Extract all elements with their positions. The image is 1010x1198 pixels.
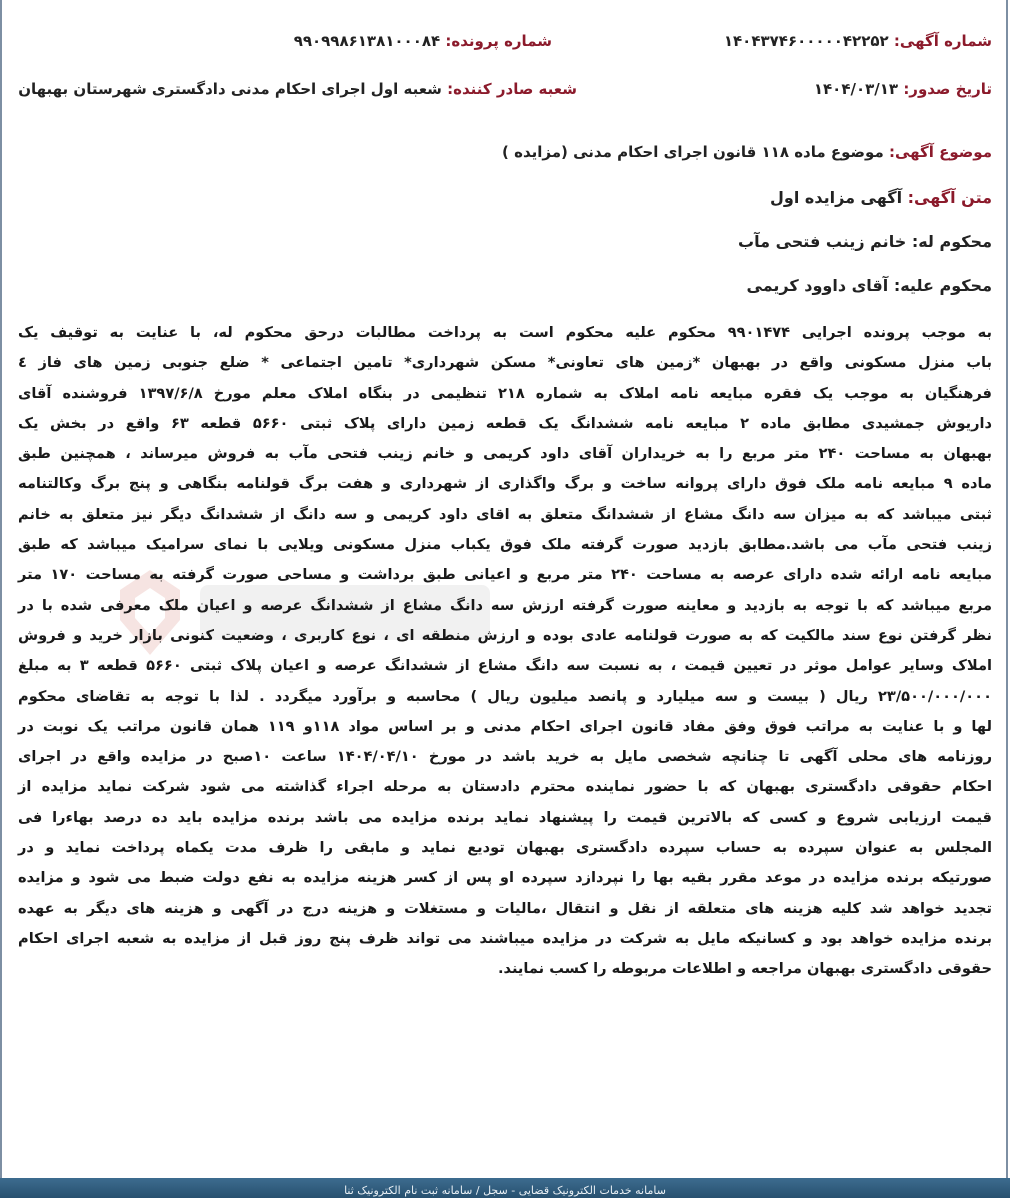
case-number	[294, 32, 552, 50]
case-number-label: شماره پرونده:	[445, 32, 552, 50]
body-line: زینب فتحی مآب می باشد.مطابق بازدید صورت گرفته ملک فوق یکباب منزل مسکونی ویلایی با نمای سرامیک میباشد که طبق	[18, 536, 992, 554]
body-line: داریوش جمشیدی مطابق ماده ۲ مبایعه نامه ششدانگ یک قطعه زمین دارای پلاک ثبتی ۵۶۶۰ قطعه ۶۳ واقع در بخش یک	[18, 414, 992, 432]
body-line: صورتیکه برنده مزایده در موعد مقرر بقیه بها را نپردازد سپرده او پس از کسر هزینه مزایده به نفع دولت ضبط می شود و مزایده	[18, 869, 992, 887]
footer-bar: سامانه خدمات الکترونیک قضایی - سجل / سامانه ثبت نام الکترونیک ثنا	[0, 1178, 1010, 1198]
body-line: المجلس به عنوان سپرده به حساب سپرده دادگستری بهبهان تودیع نماید و مابقی را ظرف مدت یکماه پرداخت نماید و در	[18, 839, 992, 857]
issuer-value: شعبه اول اجرای احکام مدنی دادگستری شهرستان بهبهان	[18, 80, 442, 98]
body-line: نظر گرفتن نوع سند مالکیت که به صورت قولنامه عادی بوده و ارزش منطقه ای ، نوع کاربری ، وضعیت کنونی بازار خرید و فروش	[18, 626, 992, 644]
issuer-label: شعبه صادر کننده:	[447, 80, 577, 98]
body-line: به موجب پرونده اجرایی ۹۹۰۱۴۷۴ محکوم علیه محکوم است به پرداخت مطالبات درحق محکوم له، با عنایت به توقیف یک	[18, 324, 992, 341]
issuer	[18, 80, 577, 98]
body-line: فرهنگیان به موجب یک فقره مبایعه نامه املاک به شماره ۲۱۸ تنظیمی در بنگاه املاک معلم مورخ ۱۳۹۷/۶/۸ فروشنده آقای	[18, 384, 992, 402]
defendant-label: محکوم علیه:	[893, 276, 992, 295]
notice-text-title-value: آگهی مزایده اول	[770, 188, 903, 207]
notice-number-label: شماره آگهی:	[893, 32, 992, 50]
body-line: احکام حقوقی دادگستری بهبهان که با حضور نماینده محترم دادستان به مرحله اجراء گذاشته می شود شرکت نماید مزایده از	[18, 778, 992, 796]
body-line: ۲۳/۵۰۰/۰۰۰/۰۰۰ ریال ( بیست و سه میلیارد و پانصد میلیون ریال ) محاسبه و برآورد میگردد . لذا با توجه به تقاضای محکوم	[18, 687, 992, 705]
body-line: روزنامه های محلی آگهی تا چنانچه شخصی مایل به خرید باشد در مورخ ۱۴۰۴/۰۴/۱۰ ساعت ۱۰صبح در مزایده واقع در اجرای	[18, 748, 992, 766]
body-line: قیمت ارزیابی شروع و کسی که بالاترین قیمت را پیشنهاد نماید برنده مزایده می باشد برنده مزایده باید ده درصد بهاءرا فی	[18, 808, 992, 826]
defendant-value: آقای داوود کریمی	[746, 276, 889, 295]
body-line: لها و با عنایت به مراتب فوق وفق مفاد قانون اجرای احکام مدنی و بر اساس مواد ۱۱۸و ۱۱۹ همان قانون مراتب یک نوبت در	[18, 717, 992, 735]
body-line: ثبتی میباشد که به میزان سه دانگ مشاع از ششدانگ متعلق به اقای داود کریمی و سه دانگ از ششدانگ دیگر نیز متعلق به خانم	[18, 505, 992, 523]
plaintiff-value: خانم زینب فتحی مآب	[738, 232, 907, 251]
plaintiff	[738, 232, 992, 251]
notice-text-title	[770, 188, 992, 207]
notice-number-value: ۱۴۰۴۳۷۴۶۰۰۰۰۰۴۲۲۵۲	[723, 32, 889, 50]
body-line: برنده مزایده خواهد بود و کسانیکه مایل به شرکت در مزایده میباشند می تواند ظرف پنج روز قبل از مزایده به شعبه اجرای احکام	[18, 929, 992, 947]
issue-date	[814, 80, 992, 98]
body-line: بهبهان به مساحت ۲۴۰ متر مربع را به خریداران آقای داود کریمی و خانم زینب فتحی مآب به فروش میرساند ، همچنین طبق	[18, 445, 992, 463]
body-line: مربع میباشد که با توجه به بازدید و معاینه صورت گرفته ارزش سه دانگ مشاع از ششدانگ عرصه و اعیان ملک معرفی شده با در	[18, 596, 992, 614]
notice-body	[18, 318, 992, 985]
subject	[502, 143, 992, 161]
case-number-value: ۹۹۰۹۹۸۶۱۳۸۱۰۰۰۸۴	[293, 32, 441, 50]
body-line: تجدید خواهد شد کلیه هزینه های متعلقه از نقل و انتقال ،مالیات و مستغلات و هزینه درج در آگهی و هزینه های دیگر به عهده	[18, 899, 992, 917]
plaintiff-label: محکوم له:	[911, 232, 992, 251]
body-line: ماده ۹ مبایعه نامه ملک فوق دارای پروانه ساخت و برگ واگذاری از شهرداری و هفت برگ قولنامه بنگاهی و پنج برگ وکالتنامه	[18, 475, 993, 493]
body-line: مبایعه نامه ارائه شده دارای عرصه به مساحت ۲۴۰ متر مربع و اعیانی طبق برداشت و مساحی صورت گرفته به مساحت ۱۷۰ متر	[18, 566, 992, 584]
notice-text-label: متن آگهی:	[907, 188, 992, 207]
body-line: حقوقی دادگستری بهبهان مراجعه و اطلاعات مربوطه را کسب نمایند.	[497, 960, 992, 978]
subject-label: موضوع آگهی:	[888, 143, 992, 161]
issue-date-value: ۱۴۰۴/۰۳/۱۳	[813, 80, 899, 98]
body-line: باب منزل مسکونی واقع در بهبهان *زمین های تعاونی* مسکن شهرداری* تامین اجتماعی * ضلع جنوبی زمین های فاز ٤	[18, 354, 992, 372]
body-line: املاک وسایر عوامل موثر در تعیین قیمت ، به نسبت سه دانگ مشاع از ششدانگ عرصه و اعیان پلاک ثبتی ۵۶۶۰ قطعه ۳ به مبلغ	[18, 657, 992, 675]
defendant	[747, 276, 993, 295]
issue-date-label: تاریخ صدور:	[903, 80, 992, 98]
subject-value: موضوع ماده ۱۱۸ قانون اجرای احکام مدنی (مزایده )	[502, 143, 884, 161]
notice-number	[724, 32, 992, 50]
